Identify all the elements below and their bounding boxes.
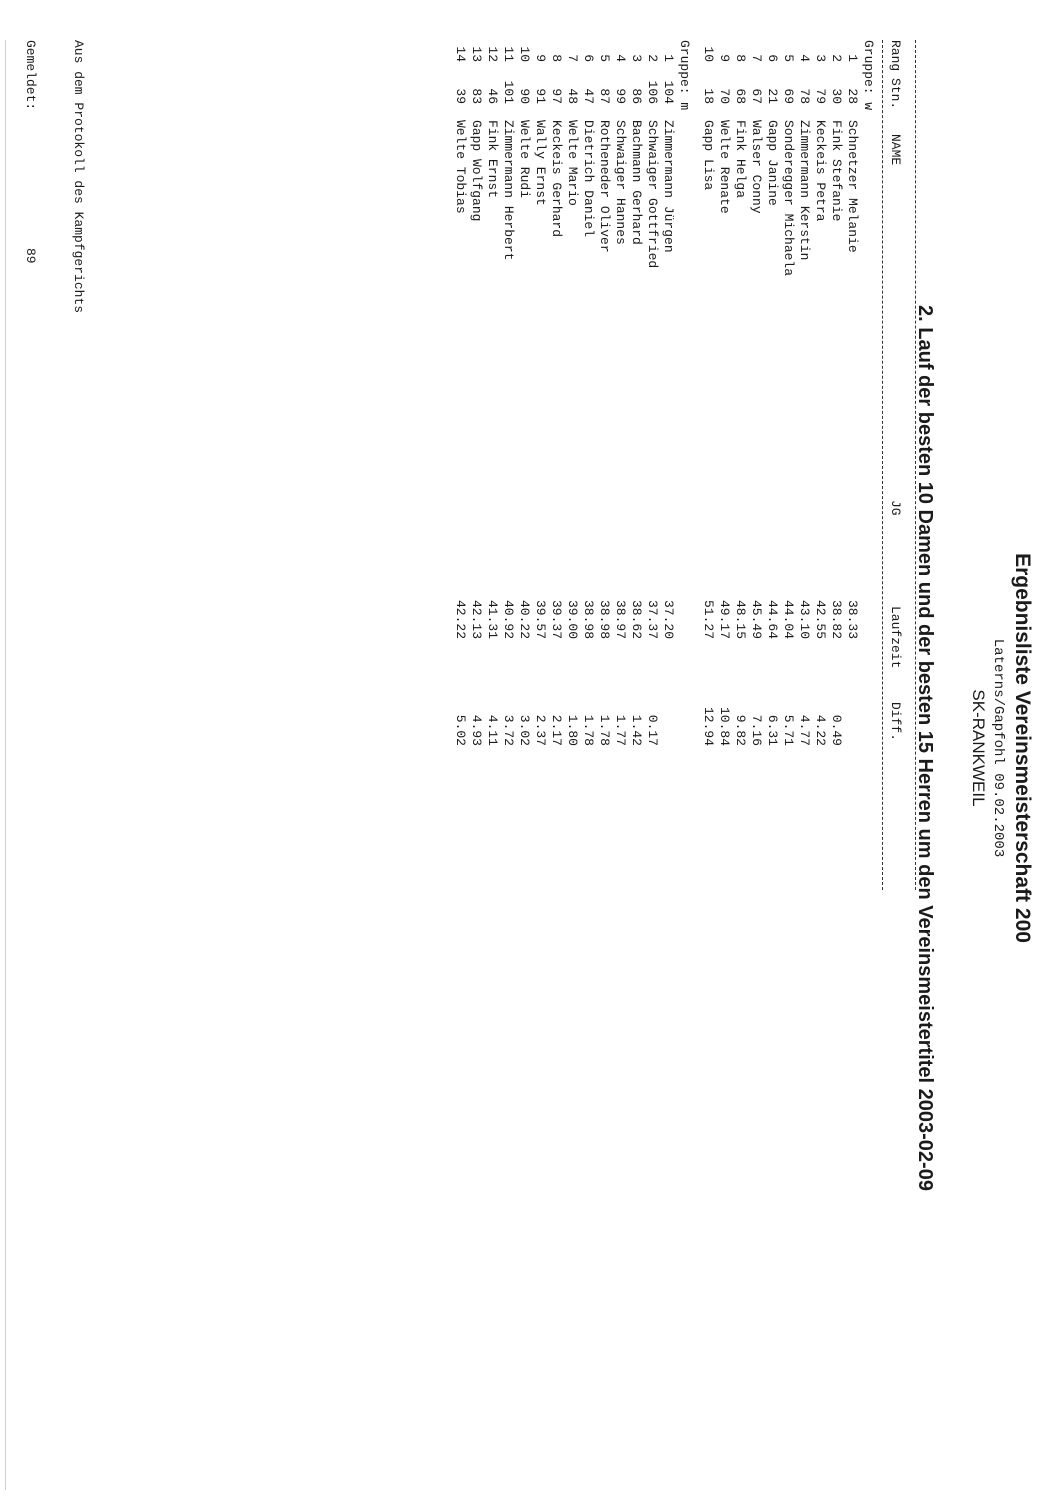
start-number-cell: 30 [829, 88, 844, 104]
col-jg: JG [888, 500, 903, 516]
start-number-cell: 86 [629, 88, 644, 104]
start-number-cell: 67 [749, 88, 764, 104]
result-row [628, 40, 644, 890]
diff-cell: 4.93 [469, 714, 484, 746]
laufzeit-cell: 39.37 [549, 600, 564, 640]
start-number-cell: 99 [613, 88, 628, 104]
rank-cell: 7 [749, 54, 764, 62]
club-name: SK-RANKWEIL [969, 689, 988, 807]
laufzeit-cell: 44.04 [781, 600, 796, 640]
rank-cell: 8 [733, 54, 748, 62]
diff-cell: 4.22 [813, 714, 828, 746]
start-number-cell: 70 [717, 88, 732, 104]
result-row [532, 40, 548, 890]
rank-cell: 1 [845, 54, 860, 62]
rank-cell: 5 [781, 54, 796, 62]
result-row [796, 40, 812, 890]
diff-cell: 7.16 [749, 714, 764, 746]
protocol-line: Aus dem Protokoll des Kampfgerichts [71, 40, 86, 314]
rank-cell: 5 [597, 54, 612, 62]
laufzeit-cell: 48.15 [733, 600, 748, 640]
result-row [468, 40, 484, 890]
diff-cell: 5.71 [781, 714, 796, 746]
laufzeit-cell: 39.57 [533, 600, 548, 640]
name-cell: Gapp Wolfgang [469, 120, 484, 222]
race-title: 2. Lauf der besten 10 Damen und der besten 15 Herren um den Vereinsmeistertitel 2003-02-09 [914, 305, 936, 1191]
laufzeit-cell: 38.98 [597, 600, 612, 640]
start-number-cell: 18 [701, 88, 716, 104]
start-number-cell: 21 [765, 88, 780, 104]
gemeldet-value: 89 [23, 248, 38, 264]
result-row [484, 40, 500, 890]
col-laufzeit: Laufzeit [888, 606, 903, 669]
col-name: NAME [888, 134, 903, 166]
start-number-cell: 78 [797, 88, 812, 104]
rank-cell: 6 [581, 54, 596, 62]
dashed-rule-bottom [882, 40, 883, 890]
laufzeit-cell: 37.20 [661, 600, 676, 640]
diff-cell: 12.94 [701, 706, 716, 746]
rank-cell: 10 [701, 46, 716, 62]
diff-cell: 10.84 [717, 706, 732, 746]
laufzeit-cell: 43.10 [797, 600, 812, 640]
name-cell: Rotheneder Oliver [597, 120, 612, 253]
diff-cell: 1.42 [629, 714, 644, 746]
group-label: Gruppe: w [861, 40, 876, 111]
result-row [828, 40, 844, 890]
result-row [748, 40, 764, 890]
group-men [452, 40, 692, 890]
name-cell: Zimmermann Herbert [501, 120, 516, 261]
result-row [548, 40, 564, 890]
diff-cell: 0.49 [829, 714, 844, 746]
name-cell: Schnetzer Melanie [845, 120, 860, 253]
rank-cell: 14 [453, 46, 468, 62]
diff-cell: 6.31 [765, 714, 780, 746]
start-number-cell: 106 [645, 80, 660, 104]
rank-cell: 7 [565, 54, 580, 62]
rank-cell: 1 [661, 54, 676, 62]
result-row [612, 40, 628, 890]
result-row [660, 40, 676, 890]
start-number-cell: 97 [549, 88, 564, 104]
name-cell: Walser Conny [749, 120, 764, 214]
result-row [516, 40, 532, 890]
col-diff: Diff. [888, 702, 903, 742]
name-cell: Zimmermann Kerstin [797, 120, 812, 261]
rank-cell: 13 [469, 46, 484, 62]
rank-cell: 9 [717, 54, 732, 62]
start-number-cell: 46 [485, 88, 500, 104]
laufzeit-cell: 38.97 [613, 600, 628, 640]
diff-cell: 2.17 [549, 714, 564, 746]
diff-cell: 3.72 [501, 714, 516, 746]
rank-cell: 9 [533, 54, 548, 62]
start-number-cell: 28 [845, 88, 860, 104]
diff-cell: 0.17 [645, 714, 660, 746]
diff-cell: 1.80 [565, 714, 580, 746]
start-number-cell: 39 [453, 88, 468, 104]
diff-cell: 1.78 [581, 714, 596, 746]
event-location-date: Laterns/Gapfohl 09.02.2003 [990, 638, 1006, 858]
start-number-cell: 48 [565, 88, 580, 104]
result-row [812, 40, 828, 890]
rank-cell: 4 [797, 54, 812, 62]
group-women [700, 40, 876, 890]
name-cell: Keckeis Petra [813, 120, 828, 222]
laufzeit-cell: 38.98 [581, 600, 596, 640]
name-cell: Schwaiger Gottfried [645, 120, 660, 269]
laufzeit-cell: 38.33 [845, 600, 860, 640]
diff-cell: 9.82 [733, 714, 748, 746]
laufzeit-cell: 40.92 [501, 600, 516, 640]
result-row [700, 40, 716, 890]
laufzeit-cell: 37.37 [645, 600, 660, 640]
protocol-footer [0, 40, 118, 890]
start-number-cell: 91 [533, 88, 548, 104]
name-cell: Welte Rudi [517, 120, 532, 199]
laufzeit-cell: 39.00 [565, 600, 580, 640]
diff-cell: 1.78 [597, 714, 612, 746]
result-row [564, 40, 580, 890]
result-row [732, 40, 748, 890]
start-number-cell: 68 [733, 88, 748, 104]
name-cell: Dietrich Daniel [581, 120, 596, 238]
laufzeit-cell: 42.13 [469, 600, 484, 640]
col-stn: Stn. [888, 78, 903, 110]
rank-cell: 3 [813, 54, 828, 62]
diff-cell: 4.77 [797, 714, 812, 746]
rank-cell: 11 [501, 46, 516, 62]
start-number-cell: 83 [469, 88, 484, 104]
laufzeit-cell: 38.82 [829, 600, 844, 640]
rank-cell: 10 [517, 46, 532, 62]
start-number-cell: 101 [501, 80, 516, 104]
diff-cell: 3.02 [517, 714, 532, 746]
result-row [716, 40, 732, 890]
rank-cell: 2 [645, 54, 660, 62]
rank-cell: 12 [485, 46, 500, 62]
laufzeit-cell: 44.64 [765, 600, 780, 640]
laufzeit-cell: 40.22 [517, 600, 532, 640]
diff-cell: 5.02 [453, 714, 468, 746]
laufzeit-cell: 38.62 [629, 600, 644, 640]
result-row [844, 40, 860, 890]
start-number-cell: 79 [813, 88, 828, 104]
name-cell: Wally Ernst [533, 120, 548, 206]
name-cell: Welte Tobias [453, 120, 468, 214]
gemeldet-label: Gemeldet: [23, 40, 38, 111]
document-title: Ergebnisliste Vereinsmeisterschaft 200 [1011, 553, 1034, 943]
name-cell: Schwaiger Hannes [613, 120, 628, 245]
laufzeit-cell: 41.31 [485, 600, 500, 640]
rank-cell: 8 [549, 54, 564, 62]
dashed-rule-top [915, 40, 916, 890]
start-number-cell: 90 [517, 88, 532, 104]
result-row [452, 40, 468, 890]
result-row [500, 40, 516, 890]
start-number-cell: 47 [581, 88, 596, 104]
diff-cell: 4.11 [485, 714, 500, 746]
result-row [596, 40, 612, 890]
col-rang: Rang [888, 40, 903, 72]
result-row [764, 40, 780, 890]
group-label: Gruppe: m [677, 40, 692, 111]
laufzeit-cell: 49.17 [717, 600, 732, 640]
start-number-cell: 104 [661, 80, 676, 104]
result-row [644, 40, 660, 890]
rank-cell: 3 [629, 54, 644, 62]
name-cell: Gapp Janine [765, 120, 780, 206]
scan-edge-line [5, 40, 6, 1490]
laufzeit-cell: 42.22 [453, 600, 468, 640]
name-cell: Fink Ernst [485, 120, 500, 199]
rank-cell: 2 [829, 54, 844, 62]
name-cell: Bachmann Gerhard [629, 120, 644, 245]
name-cell: Welte Renate [717, 120, 732, 214]
start-number-cell: 69 [781, 88, 796, 104]
name-cell: Keckeis Gerhard [549, 120, 564, 238]
name-cell: Gapp Lisa [701, 120, 716, 191]
rank-cell: 6 [765, 54, 780, 62]
laufzeit-cell: 45.49 [749, 600, 764, 640]
diff-cell: 1.77 [613, 714, 628, 746]
diff-cell: 2.37 [533, 714, 548, 746]
laufzeit-cell: 42.55 [813, 600, 828, 640]
name-cell: Zimmermann Jürgen [661, 120, 676, 253]
name-cell: Sonderegger Michaela [781, 120, 796, 277]
name-cell: Fink Stefanie [829, 120, 844, 222]
result-row [780, 40, 796, 890]
laufzeit-cell: 51.27 [701, 600, 716, 640]
name-cell: Fink Helga [733, 120, 748, 199]
name-cell: Welte Mario [565, 120, 580, 206]
result-row [580, 40, 596, 890]
start-number-cell: 87 [597, 88, 612, 104]
rank-cell: 4 [613, 54, 628, 62]
